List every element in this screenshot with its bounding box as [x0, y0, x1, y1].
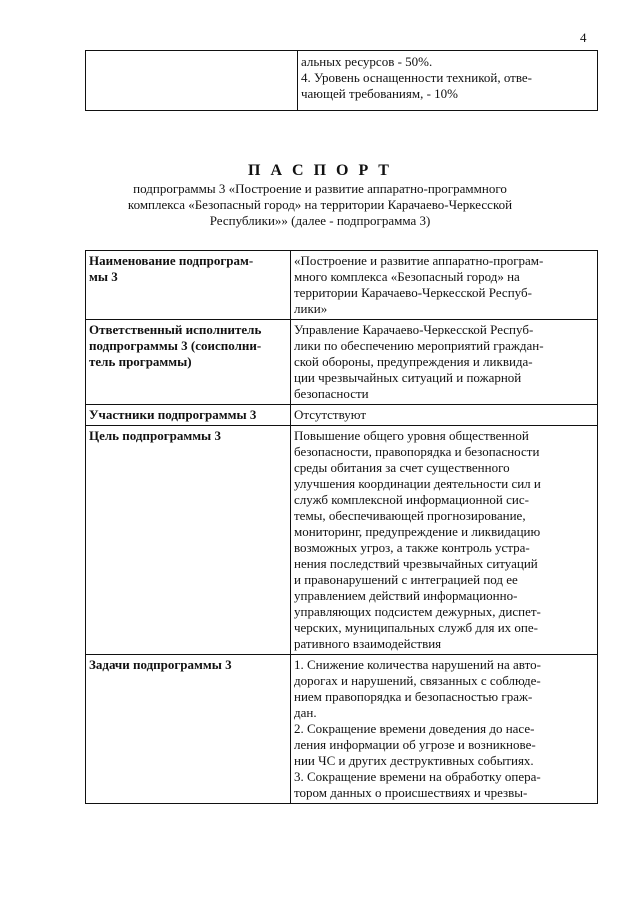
label-line: тель программы) — [89, 354, 192, 369]
label-line: подпрограммы 3 (соисполни- — [89, 338, 262, 353]
text-line: 4. Уровень оснащенности техникой, отве- — [301, 70, 533, 85]
table-row — [86, 405, 598, 426]
value-line: черских, муниципальных служб для их опе- — [294, 620, 538, 635]
subtitle-line: подпрограммы 3 «Построение и развитие аппаратно-программного — [133, 181, 507, 196]
passport-table — [85, 250, 598, 804]
value-line: среды обитания за счет существенного — [294, 460, 510, 475]
row-value-tasks — [291, 655, 598, 804]
row-label-tasks — [86, 655, 291, 804]
label-line: Участники подпрограммы 3 — [89, 407, 257, 422]
label-line: мы 3 — [89, 269, 118, 284]
value-line: много комплекса «Безопасный город» на — [294, 269, 520, 284]
value-line: ской обороны, предупреждения и ликвида- — [294, 354, 533, 369]
value-line: нии ЧС и других деструктивных событиях. — [294, 753, 534, 768]
value-line: управлением действий информационно- — [294, 588, 518, 603]
value-line: нения последствий чрезвычайных ситуаций — [294, 556, 538, 571]
table-row — [86, 655, 598, 804]
value-line: Отсутствуют — [294, 407, 367, 422]
value-line: дан. — [294, 705, 317, 720]
label-line: Цель подпрограммы 3 — [89, 428, 221, 443]
value-line: дорогах и нарушений, связанных с соблюде- — [294, 673, 541, 688]
value-line: 3. Сокращение времени на обработку опера- — [294, 769, 541, 784]
value-line: лики» — [294, 301, 328, 316]
value-line: Управление Карачаево-Черкесской Респуб- — [294, 322, 534, 337]
value-line: Повышение общего уровня общественной — [294, 428, 529, 443]
page-number: 4 — [580, 30, 587, 45]
row-label-executor — [86, 320, 291, 405]
row-label-goal — [86, 426, 291, 655]
subtitle-line: комплекса «Безопасный город» на территории Карачаево-Черкесской — [127, 197, 513, 212]
row-value-name — [291, 251, 598, 320]
empty-cell — [86, 51, 298, 111]
text-line: альных ресурсов - 50%. — [301, 54, 433, 69]
label-line: Задачи подпрограммы 3 — [89, 657, 232, 672]
value-line: управляющих подсистем дежурных, диспет- — [294, 604, 541, 619]
row-value-executor — [291, 320, 598, 405]
table-row — [86, 51, 598, 111]
continued-table — [85, 50, 598, 111]
value-line: безопасности — [294, 386, 369, 401]
value-line: служб комплексной информационной сис- — [294, 492, 529, 507]
row-value-participants — [291, 405, 598, 426]
value-line: ративного взаимодействия — [294, 636, 442, 651]
continued-cell — [298, 51, 598, 111]
value-line: улучшения координации деятельности сил и — [294, 476, 541, 491]
value-line: безопасности, правопорядка и безопасности — [294, 444, 540, 459]
value-line: территории Карачаево-Черкесской Респуб- — [294, 285, 532, 300]
value-line: ления информации об угрозе и возникнове- — [294, 737, 536, 752]
label-line: Ответственный исполнитель — [89, 322, 262, 337]
text-line: чающей требованиям, - 10% — [301, 86, 458, 101]
value-line: 2. Сокращение времени доведения до насе- — [294, 721, 535, 736]
value-line: лики по обеспечению мероприятий граждан- — [294, 338, 544, 353]
value-line: ции чрезвычайных ситуаций и пожарной — [294, 370, 522, 385]
value-line: нием правопорядка и безопасностью граж- — [294, 689, 533, 704]
value-line: и правонарушений с интеграцией под ее — [294, 572, 518, 587]
passport-title: П А С П О Р Т — [248, 162, 392, 179]
value-line: темы, обеспечивающей прогнозирование, — [294, 508, 526, 523]
row-value-goal — [291, 426, 598, 655]
value-line: тором данных о происшествиях и чрезвы- — [294, 785, 528, 800]
value-line: возможных угроз, а также контроль устра- — [294, 540, 530, 555]
passport-subtitle — [0, 181, 640, 229]
table-row — [86, 426, 598, 655]
row-label-name — [86, 251, 291, 320]
row-label-participants — [86, 405, 291, 426]
label-line: Наименование подпрограм- — [89, 253, 254, 268]
table-row — [86, 251, 598, 320]
value-line: 1. Снижение количества нарушений на авто- — [294, 657, 541, 672]
subtitle-line: Республики»» (далее - подпрограмма 3) — [209, 213, 431, 228]
value-line: «Построение и развитие аппаратно-програм- — [294, 253, 544, 268]
value-line: мониторинг, предупреждение и ликвидацию — [294, 524, 541, 539]
table-row — [86, 320, 598, 405]
